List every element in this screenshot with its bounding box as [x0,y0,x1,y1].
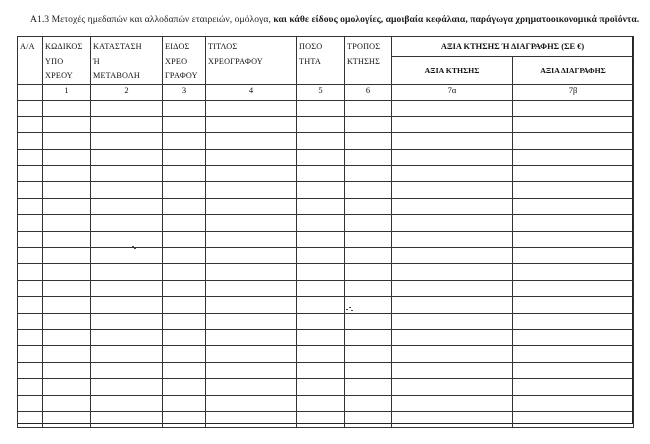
column-number: 3 [163,84,206,100]
cell-del[interactable] [513,133,634,149]
cell-acq[interactable] [392,297,513,313]
cell-title[interactable] [206,395,297,411]
cell-acq[interactable] [392,182,513,198]
cell-type[interactable] [163,346,206,362]
cell-type[interactable] [163,411,206,427]
col-header-aa [18,37,43,85]
cell-acq[interactable] [392,346,513,362]
cell-acq[interactable] [392,313,513,329]
cell-qty[interactable] [297,149,345,165]
cell-title[interactable] [206,198,297,214]
cell-del[interactable] [513,116,634,132]
column-number: 6 [345,84,392,100]
cell-obligor[interactable] [43,116,91,132]
cell-method[interactable] [345,166,392,182]
cell-status[interactable] [91,231,163,247]
cell-obligor[interactable] [43,198,91,214]
securities-table [17,36,634,428]
col-header-acquisition-method [345,37,392,85]
header-line: ΚΩΔΙΚΟΣ [45,42,83,51]
cell-aa[interactable] [18,280,43,296]
cell-status[interactable] [91,346,163,362]
cell-status[interactable] [91,362,163,378]
cell-obligor[interactable] [43,231,91,247]
header-line: ΚΑΤΑΣΤΑΣΗ [93,42,142,51]
cell-title[interactable] [206,264,297,280]
title-text: Α1.3 Μετοχές ημεδαπών και αλλοδαπών εταιρειών, ομόλογα, [30,14,274,25]
cell-method[interactable] [345,379,392,395]
cell-del[interactable] [513,198,634,214]
cell-del[interactable] [513,215,634,231]
cell-type[interactable] [163,379,206,395]
cell-method[interactable] [345,329,392,345]
table-row [18,166,634,182]
table-row [18,346,634,362]
cell-obligor[interactable] [43,215,91,231]
cell-type[interactable] [163,116,206,132]
cell-aa[interactable] [18,248,43,264]
cell-acq[interactable] [392,329,513,345]
cell-qty[interactable] [297,116,345,132]
cell-aa[interactable] [18,329,43,345]
cell-acq[interactable] [392,116,513,132]
cell-title[interactable] [206,379,297,395]
cell-del[interactable] [513,362,634,378]
table-row [18,215,634,231]
cell-status[interactable] [91,149,163,165]
cell-del[interactable] [513,346,634,362]
cell-acq[interactable] [392,133,513,149]
cell-qty[interactable] [297,198,345,214]
cell-aa[interactable] [18,149,43,165]
cell-status[interactable] [91,329,163,345]
table-row [18,133,634,149]
table-row [18,149,634,165]
column-number-row [18,84,634,100]
cell-status[interactable] [91,395,163,411]
cell-method[interactable] [345,411,392,427]
header-row-1 [18,37,634,57]
cell-type[interactable] [163,313,206,329]
cell-status[interactable] [91,297,163,313]
header-line: ΠΟΣΟ [299,42,323,51]
cell-type[interactable] [163,133,206,149]
table-row [18,411,634,427]
cell-method[interactable] [345,133,392,149]
cell-title[interactable] [206,297,297,313]
cell-status[interactable] [91,215,163,231]
cell-title[interactable] [206,116,297,132]
cell-title[interactable] [206,182,297,198]
cell-title[interactable] [206,248,297,264]
cell-type[interactable] [163,149,206,165]
cell-obligor[interactable] [43,313,91,329]
cell-obligor[interactable] [43,362,91,378]
col-header-deletion-value: ΑΞΙΑ ΔΙΑΓΡΑΦΗΣ [513,56,634,84]
cell-qty[interactable] [297,346,345,362]
cell-aa[interactable] [18,379,43,395]
cell-type[interactable] [163,182,206,198]
cell-type[interactable] [163,215,206,231]
cell-method[interactable] [345,182,392,198]
table-row [18,198,634,214]
cell-title[interactable] [206,149,297,165]
col-header-obligor-code [43,37,91,85]
cell-status[interactable] [91,182,163,198]
cell-obligor[interactable] [43,280,91,296]
cell-obligor[interactable] [43,379,91,395]
cell-del[interactable] [513,100,634,116]
cell-aa[interactable] [18,395,43,411]
cell-method[interactable] [345,313,392,329]
cell-obligor[interactable] [43,395,91,411]
cell-status[interactable] [91,379,163,395]
table-row [18,280,634,296]
header-line: Ή [93,56,100,66]
table-row [18,395,634,411]
cell-obligor[interactable] [43,182,91,198]
header-line: ΧΡΕΟ [165,56,188,66]
cell-del[interactable] [513,395,634,411]
scan-speck [349,307,351,308]
header-line: ΚΤΗΣΗΣ [347,56,381,66]
cell-status[interactable] [91,100,163,116]
cell-aa[interactable] [18,166,43,182]
cell-obligor[interactable] [43,411,91,427]
cell-method[interactable] [345,280,392,296]
cell-method[interactable] [345,231,392,247]
cell-del[interactable] [513,248,634,264]
cell-acq[interactable] [392,379,513,395]
column-number: 4 [206,84,297,100]
cell-obligor[interactable] [43,264,91,280]
table-row [18,379,634,395]
cell-title[interactable] [206,133,297,149]
cell-aa[interactable] [18,116,43,132]
header-line: ΧΡΕΟΓΡΑΦΟΥ [208,56,263,66]
cell-title[interactable] [206,215,297,231]
cell-type[interactable] [163,329,206,345]
securities-form-sheet [17,36,633,424]
cell-acq[interactable] [392,280,513,296]
cell-title[interactable] [206,362,297,378]
col-header-acquisition-value: ΑΞΙΑ ΚΤΗΣΗΣ [392,56,513,84]
cell-del[interactable] [513,329,634,345]
cell-type[interactable] [163,100,206,116]
cell-status[interactable] [91,264,163,280]
cell-aa[interactable] [18,100,43,116]
cell-obligor[interactable] [43,329,91,345]
cell-qty[interactable] [297,231,345,247]
table-row [18,100,634,116]
header-line: ΤΡΟΠΟΣ [347,42,381,51]
cell-del[interactable] [513,231,634,247]
cell-obligor[interactable] [43,100,91,116]
column-number: 1 [43,84,91,100]
column-number [18,84,43,100]
cell-acq[interactable] [392,100,513,116]
cell-qty[interactable] [297,133,345,149]
cell-aa[interactable] [18,215,43,231]
cell-status[interactable] [91,313,163,329]
table-row [18,231,634,247]
cell-method[interactable] [345,346,392,362]
cell-type[interactable] [163,362,206,378]
cell-acq[interactable] [392,231,513,247]
table-body [18,100,634,428]
cell-obligor[interactable] [43,248,91,264]
cell-method[interactable] [345,248,392,264]
cell-aa[interactable] [18,297,43,313]
cell-type[interactable] [163,166,206,182]
cell-qty[interactable] [297,215,345,231]
cell-title[interactable] [206,231,297,247]
scan-speck [346,309,348,310]
header-line: ΕΙΔΟΣ [165,42,190,51]
cell-acq[interactable] [392,198,513,214]
header-line: Α/Α [20,42,35,51]
column-number: 5 [297,84,345,100]
column-number: 7α [392,84,513,100]
cell-qty[interactable] [297,182,345,198]
cell-acq[interactable] [392,411,513,427]
cell-type[interactable] [163,297,206,313]
cell-qty[interactable] [297,264,345,280]
cell-acq[interactable] [392,362,513,378]
cell-qty[interactable] [297,166,345,182]
header-line: ΥΠΟ [45,56,64,66]
cell-type[interactable] [163,248,206,264]
scan-speck [134,248,136,249]
cell-del[interactable] [513,149,634,165]
cell-aa[interactable] [18,231,43,247]
cell-title[interactable] [206,346,297,362]
cell-title[interactable] [206,329,297,345]
cell-obligor[interactable] [43,149,91,165]
cell-status[interactable] [91,198,163,214]
cell-obligor[interactable] [43,346,91,362]
cell-title[interactable] [206,166,297,182]
cell-aa[interactable] [18,411,43,427]
cell-status[interactable] [91,248,163,264]
cell-type[interactable] [163,198,206,214]
cell-acq[interactable] [392,149,513,165]
cell-obligor[interactable] [43,133,91,149]
table-row [18,297,634,313]
cell-aa[interactable] [18,182,43,198]
cell-qty[interactable] [297,329,345,345]
cell-method[interactable] [345,215,392,231]
cell-method[interactable] [345,198,392,214]
header-line: ΜΕΤΑΒΟΛΗ [93,71,140,80]
cell-type[interactable] [163,280,206,296]
cell-method[interactable] [345,149,392,165]
cell-method[interactable] [345,264,392,280]
cell-qty[interactable] [297,280,345,296]
cell-del[interactable] [513,264,634,280]
cell-aa[interactable] [18,362,43,378]
col-header-status [91,37,163,85]
cell-status[interactable] [91,116,163,132]
col-group-header-value: ΑΞΙΑ ΚΤΗΣΗΣ Ή ΔΙΑΓΡΑΦΗΣ (ΣΕ €) [392,37,634,57]
cell-del[interactable] [513,379,634,395]
cell-qty[interactable] [297,248,345,264]
cell-type[interactable] [163,264,206,280]
cell-method[interactable] [345,116,392,132]
table-row [18,313,634,329]
cell-del[interactable] [513,297,634,313]
header-line: ΤΗΤΑ [299,56,321,66]
table-row [18,362,634,378]
cell-acq[interactable] [392,248,513,264]
cell-acq[interactable] [392,166,513,182]
title-bold-text: και κάθε είδους ομολογίες, αμοιβαία κεφάλαια, παράγωγα χρηματοοικονομικά προϊόντα. [273,14,640,25]
col-header-security-type [163,37,206,85]
table-row [18,116,634,132]
cell-acq[interactable] [392,264,513,280]
table-row [18,248,634,264]
cell-acq[interactable] [392,215,513,231]
cell-aa[interactable] [18,264,43,280]
header-line: ΤΙΤΛΟΣ [208,42,238,51]
table-row [18,264,634,280]
cell-title[interactable] [206,313,297,329]
cell-qty[interactable] [297,100,345,116]
cell-del[interactable] [513,411,634,427]
col-header-quantity [297,37,345,85]
cell-method[interactable] [345,100,392,116]
cell-aa[interactable] [18,346,43,362]
cell-qty[interactable] [297,313,345,329]
table-header [18,37,634,101]
cell-acq[interactable] [392,395,513,411]
cell-obligor[interactable] [43,297,91,313]
column-number: 7β [513,84,634,100]
cell-aa[interactable] [18,198,43,214]
table-row [18,329,634,345]
cell-title[interactable] [206,411,297,427]
cell-del[interactable] [513,182,634,198]
header-line: ΓΡΑΦΟΥ [165,71,198,80]
cell-aa[interactable] [18,133,43,149]
cell-del[interactable] [513,280,634,296]
cell-title[interactable] [206,280,297,296]
table-row [18,182,634,198]
cell-title[interactable] [206,100,297,116]
cell-qty[interactable] [297,362,345,378]
cell-obligor[interactable] [43,166,91,182]
cell-status[interactable] [91,133,163,149]
scan-speck [351,310,353,311]
col-header-security-title [206,37,297,85]
cell-type[interactable] [163,395,206,411]
cell-method[interactable] [345,395,392,411]
cell-qty[interactable] [297,395,345,411]
cell-del[interactable] [513,166,634,182]
cell-status[interactable] [91,411,163,427]
cell-status[interactable] [91,166,163,182]
cell-qty[interactable] [297,379,345,395]
cell-qty[interactable] [297,297,345,313]
cell-method[interactable] [345,362,392,378]
cell-aa[interactable] [18,313,43,329]
header-line: ΧΡΕΟΥ [45,71,73,80]
scan-speck [132,246,134,247]
cell-status[interactable] [91,280,163,296]
cell-type[interactable] [163,231,206,247]
column-number: 2 [91,84,163,100]
form-section-title [30,14,640,25]
cell-del[interactable] [513,313,634,329]
cell-qty[interactable] [297,411,345,427]
